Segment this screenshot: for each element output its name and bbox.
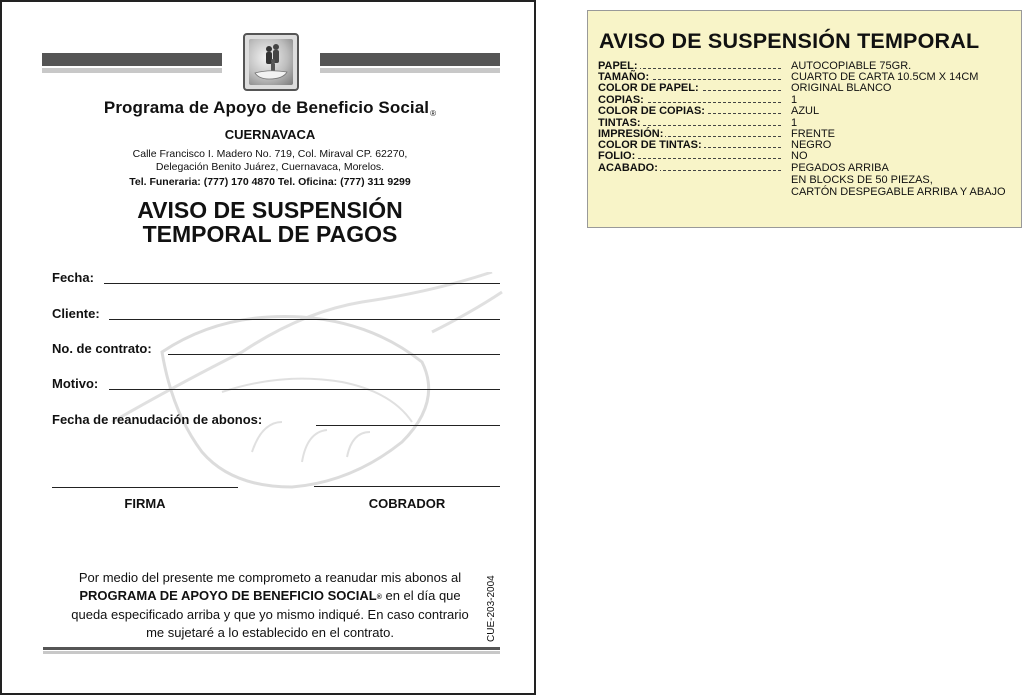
commitment-statement [64, 569, 476, 641]
spec-value: FRENTE [791, 128, 835, 140]
resume-payments-date-input-line[interactable] [316, 425, 500, 426]
header-bar-left-light [42, 68, 222, 73]
signature-label: FIRMA [124, 496, 166, 511]
commitment-program-name [79, 588, 382, 603]
form-title [2, 198, 536, 246]
logo-family-hand-icon [249, 39, 293, 85]
city-name: CUERNAVACA [224, 127, 316, 142]
form-title-line-1: AVISO DE SUSPENSIÓN [137, 197, 403, 223]
spec-label: COLOR DE COPIAS: [598, 105, 705, 117]
collector-line[interactable] [314, 486, 500, 487]
spec-value: PEGADOS ARRIBA [791, 162, 889, 174]
program-title [2, 98, 536, 118]
header-bar-right [320, 53, 500, 66]
header-bar-left [42, 53, 222, 66]
spec-label: TAMAÑO: [598, 71, 650, 83]
spec-label: COPIAS: [598, 94, 644, 106]
spec-value: NEGRO [791, 139, 832, 151]
spec-value: ORIGINAL BLANCO [791, 82, 892, 94]
spec-label: COLOR DE PAPEL: [598, 82, 699, 94]
contract-number-label: No. de contrato: [52, 341, 152, 356]
program-title-text: Programa de Apoyo de Beneficio Social [103, 98, 430, 117]
form-code: CUE-203-2004 [486, 575, 497, 642]
date-label: Fecha: [52, 270, 94, 285]
reason-input-line[interactable] [109, 389, 500, 390]
registered-mark: ® [430, 109, 437, 118]
spec-value: EN BLOCKS DE 50 PIEZAS, [791, 174, 933, 186]
commitment-bold-text: PROGRAMA DE APOYO DE BENEFICIO SOCIAL [79, 587, 377, 603]
client-label: Cliente: [52, 306, 100, 321]
commitment-registered-mark: ® [376, 593, 382, 601]
collector-label: COBRADOR [368, 496, 446, 511]
spec-title: AVISO DE SUSPENSIÓN TEMPORAL [599, 29, 980, 53]
spec-label: IMPRESIÓN: [598, 128, 664, 140]
spec-label: COLOR DE TINTAS: [598, 139, 702, 151]
address-line-1: Calle Francisco I. Madero No. 719, Col. Miraval CP. 62270, [132, 148, 408, 160]
commitment-text-1: Por medio del presente me comprometo a reanudar mis abonos al [78, 570, 462, 585]
contract-number-field[interactable] [52, 341, 500, 361]
client-input-line[interactable] [109, 319, 500, 320]
resume-payments-date-field[interactable] [52, 412, 500, 432]
spec-row-ink-color [598, 140, 1018, 151]
spec-row-finish-cont-2 [598, 187, 1018, 198]
date-field[interactable] [52, 270, 500, 290]
spec-row-finish [598, 163, 1018, 174]
spec-value: 1 [791, 117, 798, 129]
spec-value: AZUL [791, 105, 820, 117]
spec-value: CARTÓN DESPEGABLE ARRIBA Y ABAJO [791, 186, 1006, 198]
date-input-line[interactable] [104, 283, 500, 284]
reason-field[interactable] [52, 376, 500, 396]
contract-number-input-line[interactable] [168, 354, 500, 355]
program-logo [243, 33, 299, 91]
spec-value: CUARTO DE CARTA 10.5CM X 14CM [791, 71, 979, 83]
spec-label: TINTAS: [598, 117, 641, 129]
spec-row-copies-color [598, 106, 1018, 117]
spec-value: 1 [791, 94, 798, 106]
spec-row-folio [598, 151, 1018, 162]
spec-row-paper-color [598, 83, 1018, 94]
spec-label: PAPEL: [598, 60, 638, 72]
spec-value: NO [791, 150, 808, 162]
spec-label: FOLIO: [598, 150, 636, 162]
spec-row-finish-cont-1 [598, 175, 1018, 186]
spec-value: AUTOCOPIABLE 75GR. [791, 60, 912, 72]
print-spec-panel [587, 10, 1022, 228]
resume-payments-date-label: Fecha de reanudación de abonos: [52, 412, 263, 427]
signature-line[interactable] [52, 487, 238, 488]
footer-bar [43, 647, 500, 650]
header-bar-right-light [320, 68, 500, 73]
footer-bar-light [43, 651, 500, 654]
reason-label: Motivo: [52, 376, 99, 391]
client-field[interactable] [52, 306, 500, 326]
address-line-2: Delegación Benito Juárez, Cuernavaca, Morelos. [155, 161, 385, 173]
spec-label: ACABADO: [598, 162, 658, 174]
phone-numbers: Tel. Funeraria: (777) 170 4870 Tel. Oficina: (777) 311 9299 [129, 176, 411, 188]
commitment-text-2: en el día que queda especificado arriba y que yo mismo indiqué. En caso contrario me sujetaré a lo establecido en el contrato. [71, 587, 469, 640]
form-title-line-2: TEMPORAL DE PAGOS [142, 221, 398, 247]
